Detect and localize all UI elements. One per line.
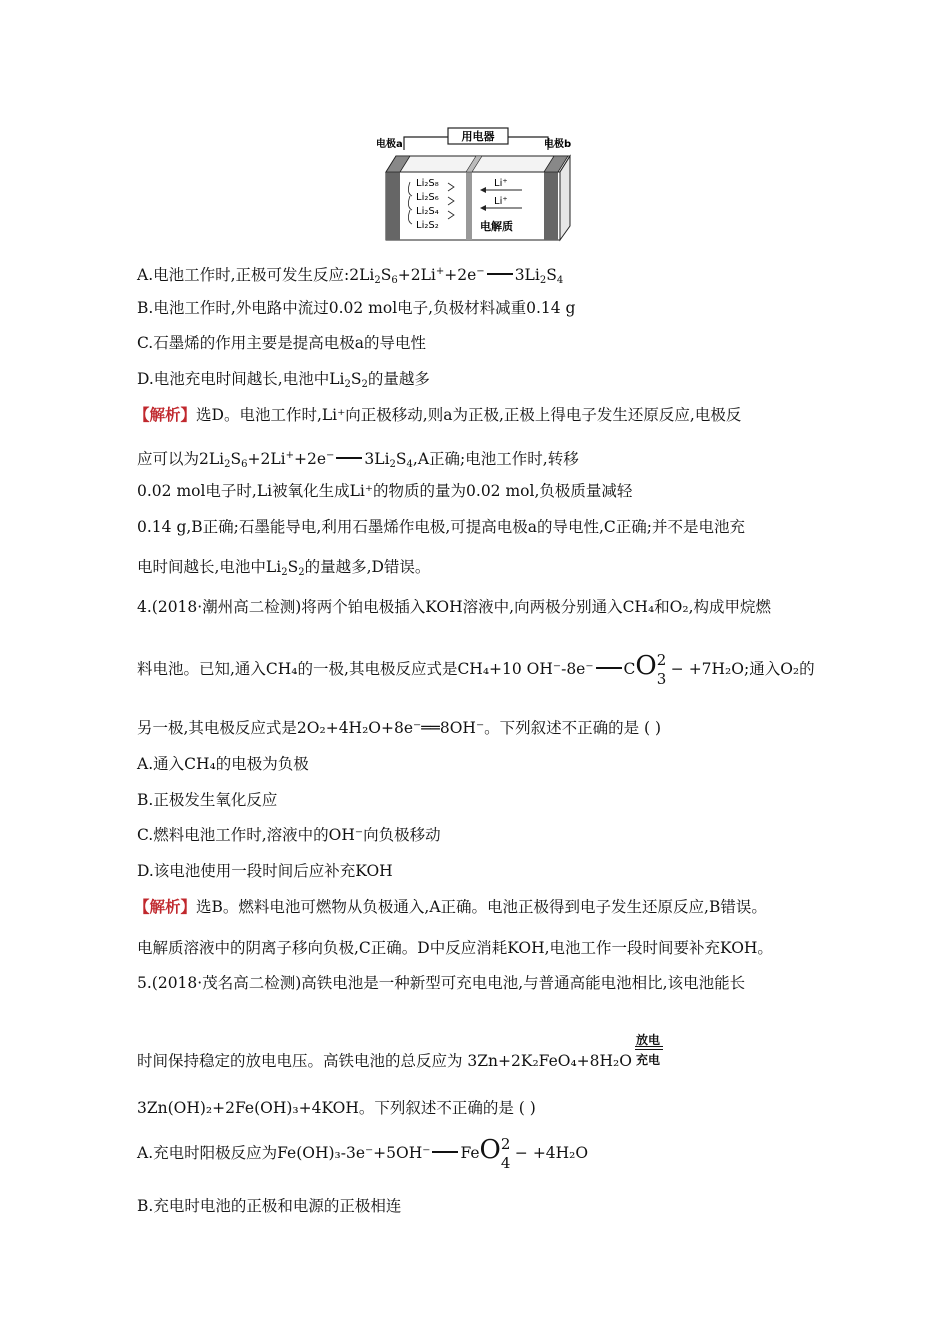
formula-text: C	[623, 660, 636, 678]
subscript: 2	[539, 275, 547, 286]
species-label: Li₂S₂	[416, 220, 439, 231]
reaction-arrow	[336, 457, 362, 459]
analysis-text: 电时间越长,电池中Li	[137, 558, 282, 576]
subscript: 4	[406, 459, 413, 470]
arrow-line	[635, 1046, 663, 1047]
q3-option-c: C.石墨烯的作用主要是提高电极a的导电性	[137, 334, 426, 352]
q3-option-a	[137, 262, 563, 291]
charge-stack	[656, 651, 671, 688]
q4-option-d: D.该电池使用一段时间后应补充KOH	[137, 862, 393, 880]
superscript: +	[435, 266, 445, 277]
q4-option-b: B.正极发生氧化反应	[137, 791, 278, 809]
formula-text: S	[230, 450, 242, 468]
q4-option-a: A.通入CH₄的电极为负极	[137, 755, 309, 773]
box-front	[386, 172, 560, 240]
q3-analysis-line-1	[134, 405, 741, 425]
subscript: 2	[361, 379, 368, 390]
superscript: −	[476, 266, 485, 277]
q4-option-c: C.燃料电池工作时,溶液中的OH⁻向负极移动	[137, 826, 441, 844]
charge-number: 2	[500, 1135, 511, 1153]
subscript: 2	[374, 275, 381, 286]
formula-text: S	[350, 370, 362, 388]
reaction-arrow	[432, 1151, 458, 1153]
q4-analysis-line-1	[134, 897, 767, 917]
formula-text: +2e	[444, 266, 477, 284]
subscript: 6	[391, 275, 398, 286]
q3-analysis-line-2	[137, 446, 579, 475]
formula-text: 3Li	[364, 450, 390, 468]
reaction-arrow	[487, 273, 513, 275]
device-label: 用电器	[461, 130, 495, 143]
analysis-tag: 【解析】	[134, 897, 197, 916]
formula-text: S	[546, 266, 557, 284]
subscript: 6	[241, 459, 248, 470]
q3-option-a-text: A.电池工作时,正极可发生反应:2Li	[137, 266, 375, 284]
q3-option-d	[137, 369, 430, 395]
arrow-top-label: 放电	[635, 1033, 660, 1047]
ion-label: Li⁺	[494, 178, 508, 189]
formula-text: 3Li	[514, 266, 540, 284]
formula-text: O	[479, 1135, 501, 1165]
q4-analysis-line-2: 电解质溶液中的阴离子移向负极,C正确。D中反应消耗KOH,电池工作一段时间要补充KOH。	[137, 939, 773, 957]
subscript: 2	[224, 459, 231, 470]
q4-stem-line-2	[137, 651, 815, 688]
analysis-text: 的量越多,D错误。	[304, 558, 431, 576]
q3-analysis-line-3: 0.02 mol电子时,Li被氧化生成Li⁺的物质的量为0.02 mol,负极质量减轻	[137, 482, 633, 500]
reaction-arrow	[596, 667, 622, 669]
electrode-a	[386, 172, 400, 240]
electrode-a-label: 电极a	[376, 139, 403, 150]
subscript: 3	[656, 670, 667, 688]
q5-option-a	[137, 1135, 589, 1172]
subscript: 2	[344, 379, 351, 390]
q5-stem-line-1: 5.(2018·茂名高二检测)高铁电池是一种新型可充电电池,与普通高能电池相比,该电池能长	[137, 974, 746, 992]
analysis-tag: 【解析】	[134, 405, 197, 424]
q3-analysis-line-5	[137, 557, 430, 583]
reversible-arrow	[632, 1030, 668, 1070]
q3-option-b: B.电池工作时,外电路中流过0.02 mol电子,负极材料减重0.14 g	[137, 299, 576, 317]
q4-stem-line-3: 另一极,其电极反应式是2O₂+4H₂O+8e⁻══8OH⁻。下列叙述不正确的是 ( )	[137, 719, 662, 737]
subscript: 2	[298, 567, 305, 578]
analysis-text: 选B。燃料电池可燃物从负极通入,A正确。电池正极得到电子发生还原反应,B错误。	[196, 898, 767, 916]
stem-text: 料电池。已知,通入CH₄的一极,其电极反应式是CH₄+10 OH⁻-8e⁻	[137, 660, 594, 678]
battery-diagram	[370, 122, 585, 244]
formula-text: O	[635, 651, 657, 681]
electrode-b	[544, 172, 558, 240]
q5-stem-line-3: 3Zn(OH)₂+2Fe(OH)₃+4KOH。下列叙述不正确的是 ( )	[137, 1099, 536, 1117]
q5-option-b: B.充电时电池的正极和电源的正极相连	[137, 1197, 402, 1215]
option-text: +4H₂O	[532, 1144, 589, 1162]
q5-stem-line-2	[137, 1033, 668, 1082]
separator	[466, 172, 472, 240]
subscript: 2	[389, 459, 396, 470]
analysis-text: 选D。电池工作时,Li⁺向正极移动,则a为正极,正极上得电子发生还原反应,电极反	[196, 406, 742, 424]
electrolyte-label: 电解质	[480, 220, 513, 233]
superscript: −	[326, 450, 335, 461]
q3-analysis-line-4: 0.14 g,B正确;石墨能导电,利用石墨烯作电极,可提高电极a的导电性,C正确;并不是电池充	[137, 518, 746, 536]
formula-text: 的量越多	[367, 370, 430, 388]
species-label: Li₂S₈	[416, 178, 439, 189]
option-text: A.充电时阳极反应为Fe(OH)₃-3e⁻+5OH⁻	[137, 1144, 431, 1162]
formula-text: D.电池充电时间越长,电池中Li	[137, 370, 345, 388]
formula-text: +2Li	[397, 266, 436, 284]
charge-number: 2	[656, 651, 667, 669]
analysis-text: 应可以为2Li	[137, 450, 225, 468]
subscript: 4	[556, 275, 564, 286]
charge-sign: −	[670, 660, 684, 678]
formula-text: +2Li	[247, 450, 286, 468]
q4-stem-line-1: 4.(2018·潮州高二检测)将两个铂电极插入KOH溶液中,向两极分别通入CH₄和O₂,构成甲烷燃	[137, 598, 772, 616]
arrow-bottom-label: 充电	[635, 1053, 660, 1067]
formula-text: S	[395, 450, 407, 468]
species-label: Li₂S₆	[416, 192, 439, 203]
charge-stack	[500, 1135, 515, 1172]
stem-text: +7H₂O;通入O₂的	[688, 660, 815, 678]
subscript: 4	[500, 1154, 511, 1172]
formula-text: S	[380, 266, 392, 284]
charge-sign: −	[514, 1144, 528, 1162]
formula-text: +2e	[294, 450, 327, 468]
analysis-text: ,A正确;电池工作时,转移	[412, 450, 579, 468]
subscript: 2	[281, 567, 288, 578]
species-label: Li₂S₄	[416, 206, 439, 217]
superscript: +	[285, 450, 294, 461]
formula-text: Fe	[460, 1144, 480, 1162]
formula-text: S	[287, 558, 299, 576]
electrode-b-label: 电极b	[544, 139, 572, 150]
stem-text: 时间保持稳定的放电电压。高铁电池的总反应为 3Zn+2K₂FeO₄+8H₂O	[137, 1052, 632, 1070]
ion-label: Li⁺	[494, 196, 508, 207]
